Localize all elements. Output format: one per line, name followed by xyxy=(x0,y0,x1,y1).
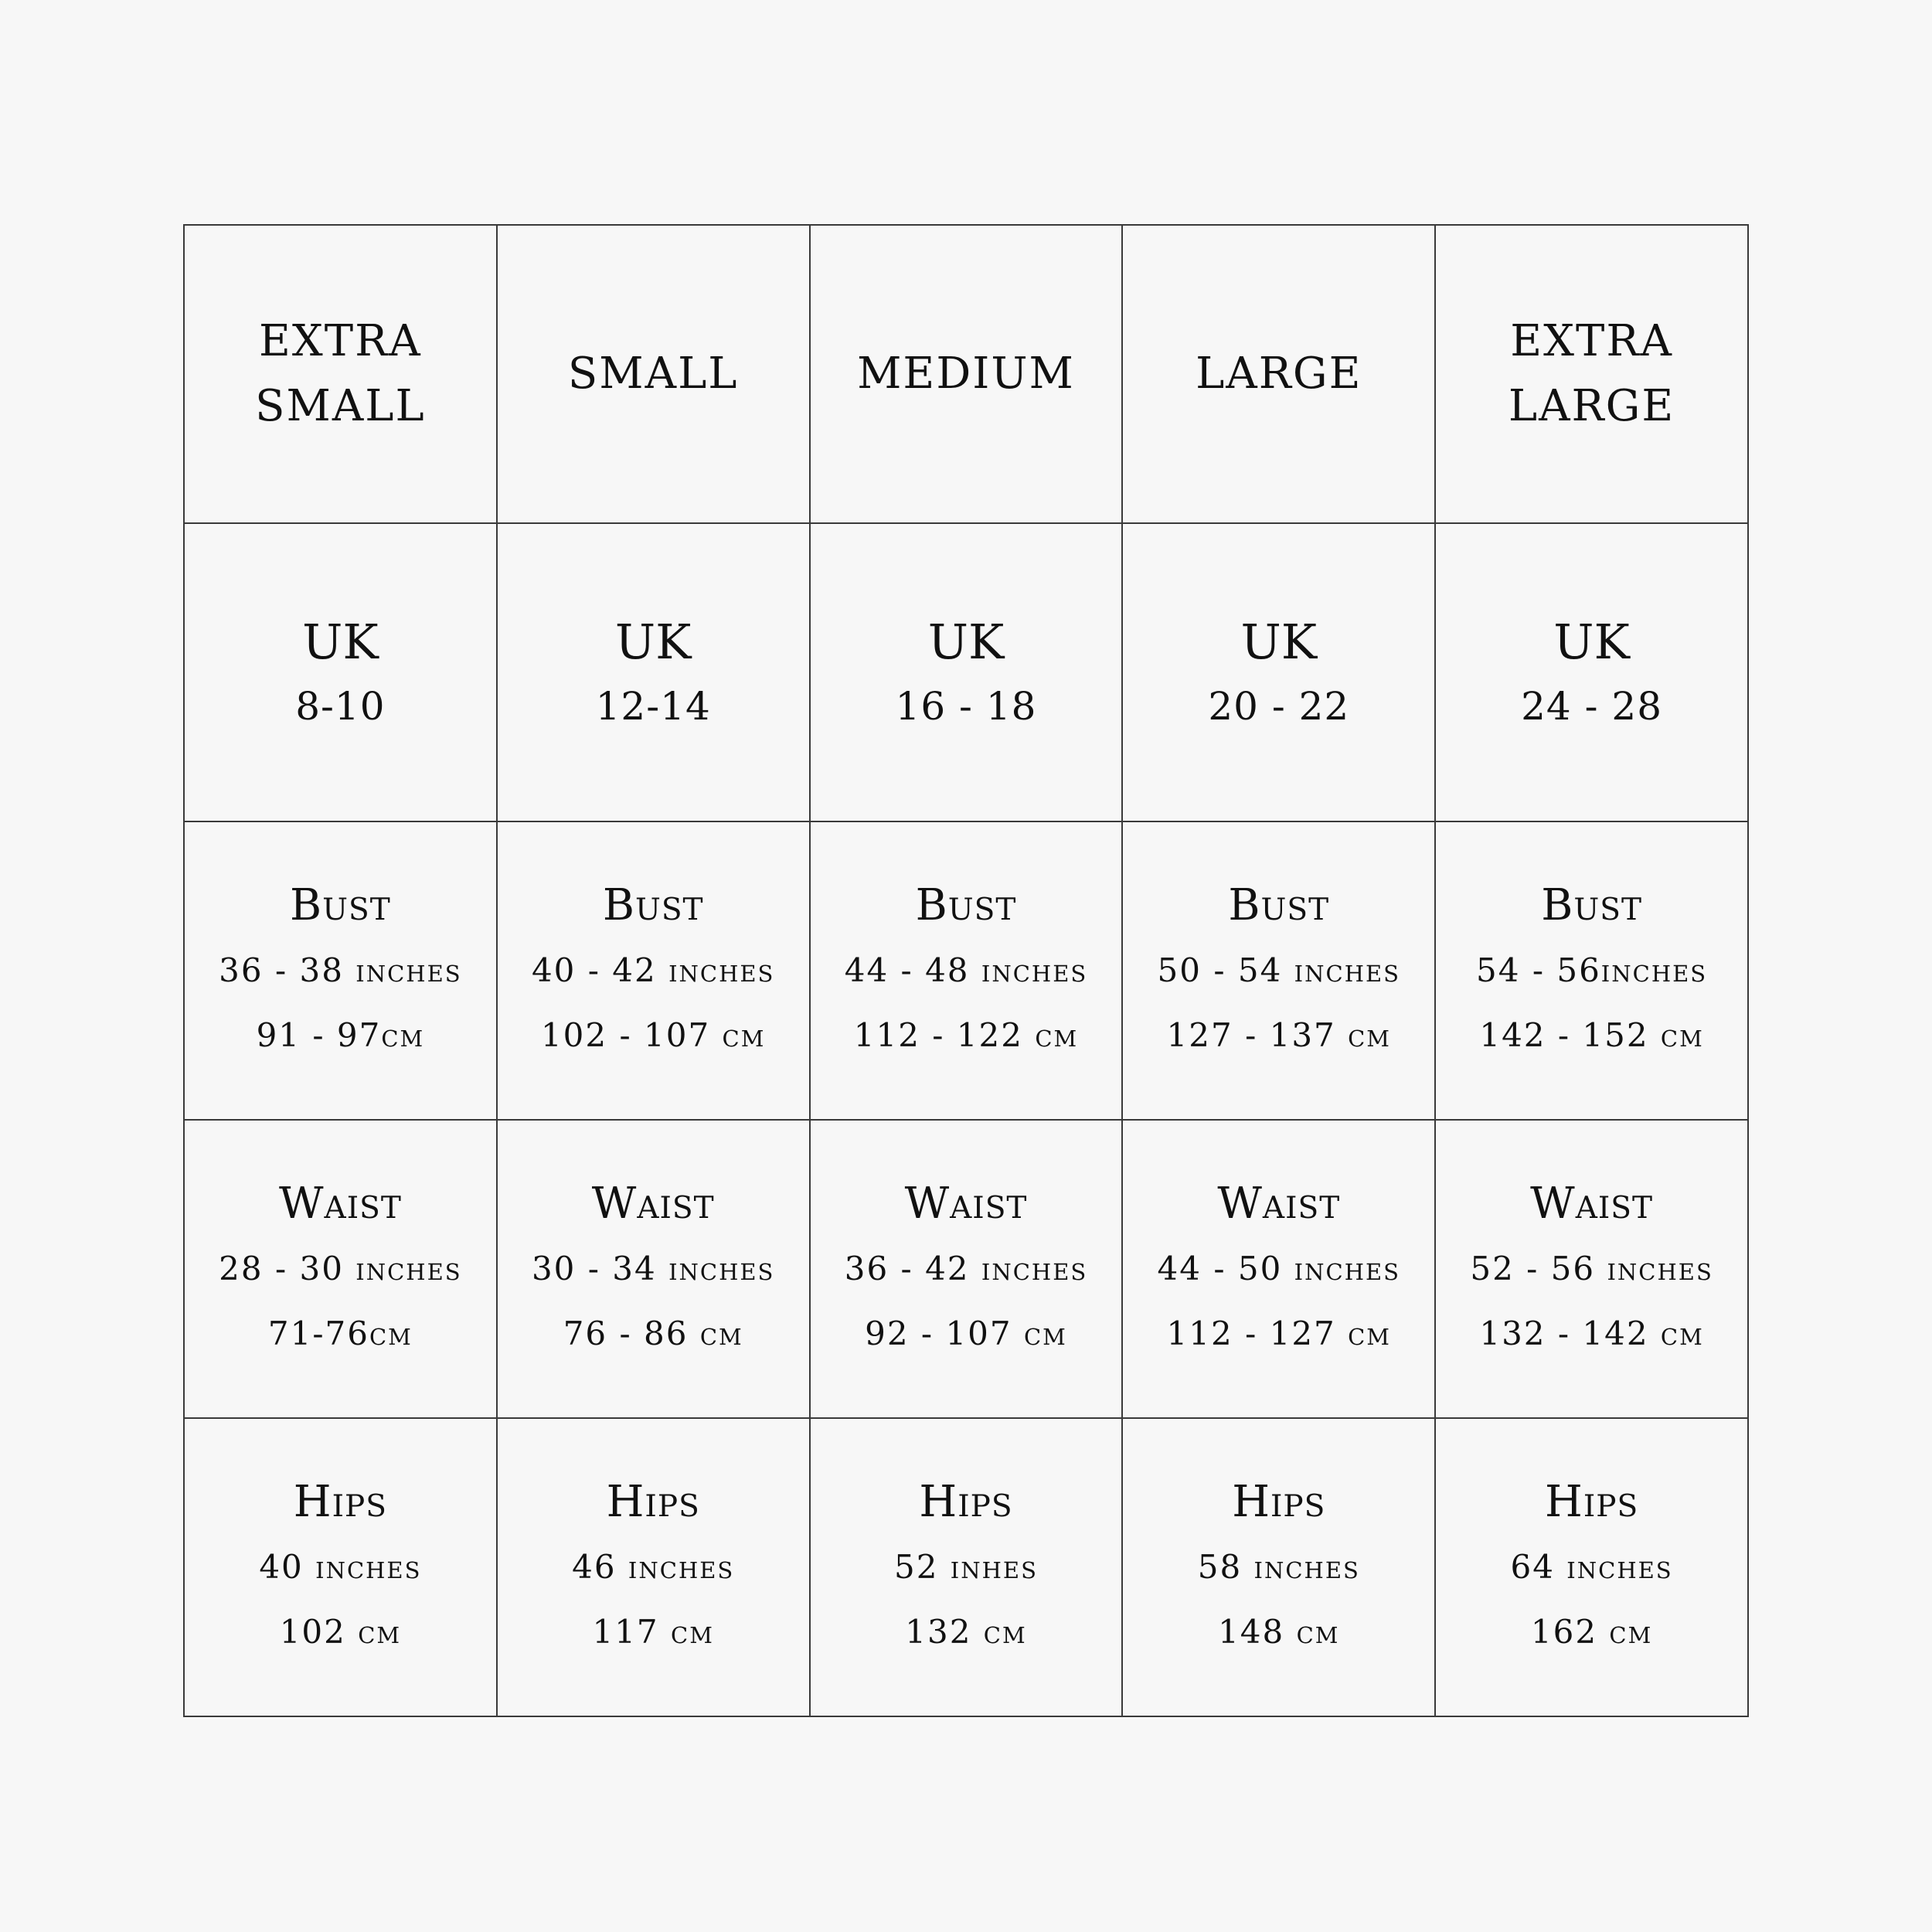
bust-row xyxy=(184,821,1748,1120)
bust-inches: 44 - 48 inches xyxy=(844,951,1088,989)
uk-range: 16 - 18 xyxy=(895,684,1037,729)
size-name-line: SMALL xyxy=(255,381,426,431)
uk-label: UK xyxy=(1240,614,1318,670)
bust-cm: 112 - 122 cm xyxy=(853,1016,1079,1054)
bust-cell xyxy=(184,821,497,1120)
waist-row xyxy=(184,1120,1748,1418)
hips-cell xyxy=(810,1418,1123,1716)
uk-size-row xyxy=(184,523,1748,821)
hips-cell xyxy=(184,1418,497,1716)
waist-cell xyxy=(1122,1120,1435,1418)
waist-cm: 76 - 86 cm xyxy=(563,1315,743,1352)
waist-inches: 36 - 42 inches xyxy=(844,1250,1088,1287)
bust-cm: 142 - 152 cm xyxy=(1479,1016,1704,1054)
waist-cell xyxy=(184,1120,497,1418)
bust-inches: 50 - 54 inches xyxy=(1157,951,1401,989)
hips-label: Hips xyxy=(293,1477,387,1527)
uk-size-cell xyxy=(810,523,1123,821)
hips-inches: 40 inches xyxy=(259,1548,422,1586)
size-name-line: LARGE xyxy=(1196,349,1362,399)
size-name-row xyxy=(184,225,1748,523)
uk-range: 24 - 28 xyxy=(1521,684,1663,729)
waist-inches: 52 - 56 inches xyxy=(1470,1250,1713,1287)
hips-inches: 64 inches xyxy=(1510,1548,1673,1586)
size-name-cell xyxy=(1435,225,1748,523)
uk-size-cell xyxy=(184,523,497,821)
hips-cm: 117 cm xyxy=(592,1613,714,1651)
uk-range: 12-14 xyxy=(595,684,711,729)
size-name-line: EXTRA xyxy=(259,316,422,366)
uk-range: 20 - 22 xyxy=(1208,684,1350,729)
hips-cell xyxy=(497,1418,810,1716)
waist-cell xyxy=(810,1120,1123,1418)
waist-inches: 28 - 30 inches xyxy=(219,1250,462,1287)
uk-label: UK xyxy=(614,614,692,670)
bust-label: Bust xyxy=(290,880,391,930)
hips-inches: 46 inches xyxy=(572,1548,735,1586)
bust-label: Bust xyxy=(915,880,1017,930)
uk-size-cell xyxy=(1435,523,1748,821)
hips-cm: 132 cm xyxy=(905,1613,1027,1651)
waist-inches: 30 - 34 inches xyxy=(531,1250,775,1287)
bust-label: Bust xyxy=(602,880,704,930)
hips-inches: 52 inhes xyxy=(894,1548,1038,1586)
hips-label: Hips xyxy=(919,1477,1013,1527)
waist-label: Waist xyxy=(591,1179,715,1229)
size-chart-table xyxy=(183,224,1749,1717)
size-name-cell xyxy=(1122,225,1435,523)
waist-cm: 71-76cm xyxy=(267,1315,413,1352)
bust-label: Bust xyxy=(1541,880,1642,930)
uk-label: UK xyxy=(1553,614,1630,670)
size-name-line: MEDIUM xyxy=(857,349,1075,399)
bust-cm: 102 - 107 cm xyxy=(540,1016,766,1054)
waist-cell xyxy=(1435,1120,1748,1418)
hips-cell xyxy=(1122,1418,1435,1716)
bust-inches: 54 - 56inches xyxy=(1476,951,1708,989)
hips-label: Hips xyxy=(1544,1477,1639,1527)
hips-label: Hips xyxy=(1232,1477,1326,1527)
waist-inches: 44 - 50 inches xyxy=(1157,1250,1401,1287)
size-name-line: EXTRA xyxy=(1510,316,1673,366)
size-name-cell xyxy=(810,225,1123,523)
bust-inches: 40 - 42 inches xyxy=(531,951,775,989)
uk-size-cell xyxy=(1122,523,1435,821)
size-name-cell xyxy=(497,225,810,523)
hips-inches: 58 inches xyxy=(1197,1548,1360,1586)
bust-cell xyxy=(497,821,810,1120)
waist-cell xyxy=(497,1120,810,1418)
uk-label: UK xyxy=(302,614,379,670)
hips-cell xyxy=(1435,1418,1748,1716)
size-name-line: LARGE xyxy=(1508,381,1675,431)
bust-label: Bust xyxy=(1228,880,1330,930)
bust-cm: 91 - 97cm xyxy=(256,1016,425,1054)
hips-cm: 162 cm xyxy=(1530,1613,1653,1651)
size-name-line: SMALL xyxy=(567,349,739,399)
bust-cell xyxy=(1435,821,1748,1120)
bust-cm: 127 - 137 cm xyxy=(1166,1016,1392,1054)
bust-inches: 36 - 38 inches xyxy=(219,951,462,989)
uk-range: 8-10 xyxy=(295,684,386,729)
uk-label: UK xyxy=(927,614,1005,670)
hips-label: Hips xyxy=(606,1477,700,1527)
waist-label: Waist xyxy=(904,1179,1028,1229)
bust-cell xyxy=(810,821,1123,1120)
waist-cm: 92 - 107 cm xyxy=(865,1315,1067,1352)
uk-size-cell xyxy=(497,523,810,821)
hips-cm: 102 cm xyxy=(279,1613,402,1651)
hips-cm: 148 cm xyxy=(1218,1613,1340,1651)
waist-cm: 112 - 127 cm xyxy=(1166,1315,1392,1352)
waist-label: Waist xyxy=(1530,1179,1654,1229)
bust-cell xyxy=(1122,821,1435,1120)
size-name-cell xyxy=(184,225,497,523)
waist-label: Waist xyxy=(278,1179,402,1229)
waist-label: Waist xyxy=(1217,1179,1341,1229)
waist-cm: 132 - 142 cm xyxy=(1479,1315,1704,1352)
hips-row xyxy=(184,1418,1748,1716)
